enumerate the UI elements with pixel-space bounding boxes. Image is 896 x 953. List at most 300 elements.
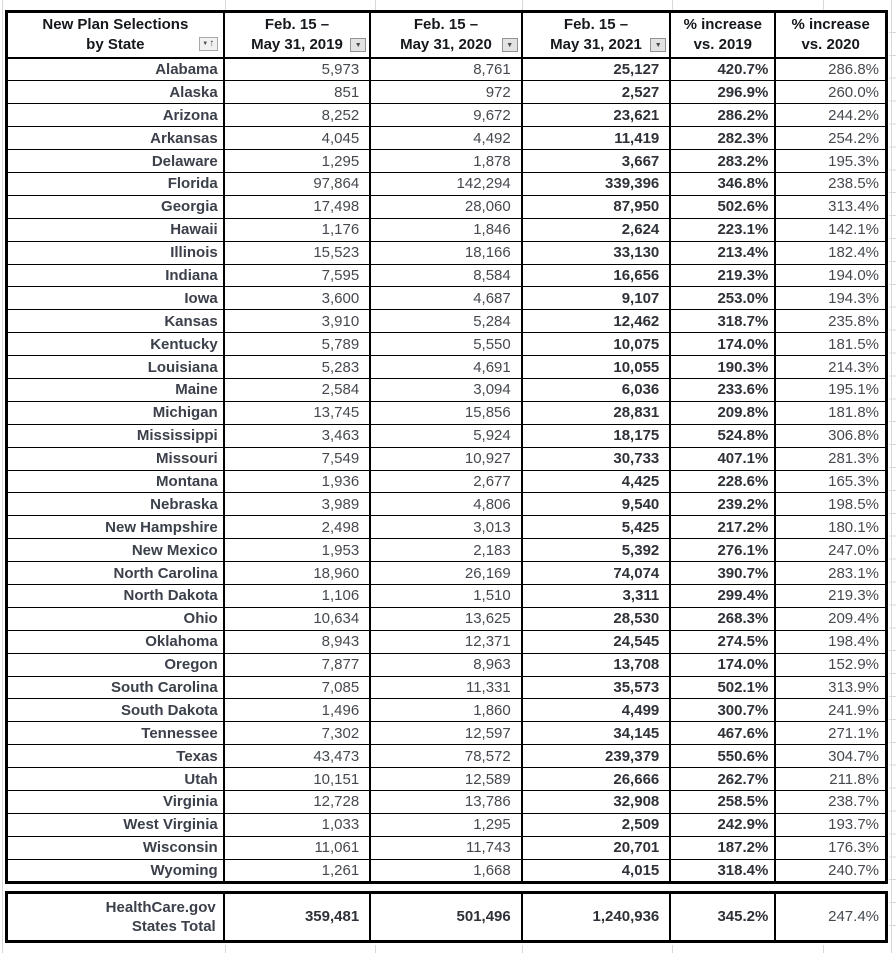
value-2021-cell: 87,950 bbox=[522, 195, 671, 218]
filter-dropdown-icon-2020[interactable] bbox=[502, 38, 518, 52]
pct-vs-2019-cell: 223.1% bbox=[670, 218, 775, 241]
pct-vs-2019-cell: 187.2% bbox=[670, 836, 775, 859]
table-row bbox=[7, 356, 887, 379]
state-name-cell: Arkansas bbox=[7, 127, 224, 150]
value-2021-cell: 18,175 bbox=[522, 424, 671, 447]
value-2020-cell: 1,295 bbox=[370, 813, 522, 836]
value-2020-cell: 28,060 bbox=[370, 195, 522, 218]
value-2020-cell: 5,550 bbox=[370, 333, 522, 356]
sheet-gridline bbox=[672, 0, 673, 10]
table-row bbox=[7, 58, 887, 81]
state-name-cell: Michigan bbox=[7, 401, 224, 424]
value-2021-cell: 9,107 bbox=[522, 287, 671, 310]
table-row bbox=[7, 539, 887, 562]
pct-vs-2019-cell: 283.2% bbox=[670, 150, 775, 173]
column-header-pct-2020 bbox=[775, 12, 886, 59]
filter-down-arrow-icon: ▼ bbox=[202, 41, 209, 47]
state-name-cell: Wyoming bbox=[7, 859, 224, 882]
value-2021-cell: 23,621 bbox=[522, 104, 671, 127]
pct-vs-2019-cell: 174.0% bbox=[670, 653, 775, 676]
pct-vs-2019-cell: 209.8% bbox=[670, 401, 775, 424]
pct-vs-2019-cell: 190.3% bbox=[670, 356, 775, 379]
pct-vs-2019-cell: 213.4% bbox=[670, 241, 775, 264]
value-2020-cell: 2,677 bbox=[370, 470, 522, 493]
pct-vs-2019-cell: 282.3% bbox=[670, 127, 775, 150]
state-name-cell: Georgia bbox=[7, 195, 224, 218]
state-name-cell: Delaware bbox=[7, 150, 224, 173]
pct-vs-2019-cell: 276.1% bbox=[670, 539, 775, 562]
pct-vs-2020-cell: 271.1% bbox=[775, 722, 886, 745]
pct-vs-2019-cell: 407.1% bbox=[670, 447, 775, 470]
value-2019-cell: 7,877 bbox=[224, 653, 370, 676]
state-name-cell: North Carolina bbox=[7, 562, 224, 585]
total-label-line1: HealthCare.gov bbox=[105, 898, 216, 916]
value-2021-cell: 30,733 bbox=[522, 447, 671, 470]
state-name-cell: West Virginia bbox=[7, 813, 224, 836]
value-2020-cell: 5,284 bbox=[370, 310, 522, 333]
header-pct-2020-line2: vs. 2020 bbox=[801, 36, 860, 53]
pct-vs-2020-cell: 152.9% bbox=[775, 653, 886, 676]
table-row bbox=[7, 424, 887, 447]
value-2021-cell: 5,425 bbox=[522, 516, 671, 539]
state-name-cell: Nebraska bbox=[7, 493, 224, 516]
sheet-gridline bbox=[225, 0, 226, 10]
value-2020-cell: 13,786 bbox=[370, 791, 522, 814]
value-2021-cell: 4,425 bbox=[522, 470, 671, 493]
pct-vs-2019-cell: 174.0% bbox=[670, 333, 775, 356]
state-name-cell: Oklahoma bbox=[7, 630, 224, 653]
table-row bbox=[7, 493, 887, 516]
column-header-2020 bbox=[370, 12, 522, 59]
state-name-cell: New Mexico bbox=[7, 539, 224, 562]
table-row bbox=[7, 676, 887, 699]
value-2021-cell: 3,311 bbox=[522, 584, 671, 607]
pct-vs-2019-cell: 239.2% bbox=[670, 493, 775, 516]
table-row bbox=[7, 722, 887, 745]
sheet-gridline-row-ticks bbox=[889, 10, 896, 945]
value-2019-cell: 851 bbox=[224, 81, 370, 104]
value-2021-cell: 25,127 bbox=[522, 58, 671, 81]
value-2021-cell: 3,667 bbox=[522, 150, 671, 173]
header-2020-line1: Feb. 15 – bbox=[413, 16, 479, 33]
pct-vs-2020-cell: 219.3% bbox=[775, 584, 886, 607]
table-row bbox=[7, 470, 887, 493]
value-2021-cell: 32,908 bbox=[522, 791, 671, 814]
state-rows bbox=[7, 58, 887, 882]
total-label-cell bbox=[7, 892, 224, 941]
pct-vs-2020-cell: 198.5% bbox=[775, 493, 886, 516]
value-2019-cell: 8,252 bbox=[224, 104, 370, 127]
pct-vs-2019-cell: 219.3% bbox=[670, 264, 775, 287]
table-row bbox=[7, 310, 887, 333]
sheet-gridline bbox=[2, 0, 3, 953]
value-2019-cell: 4,045 bbox=[224, 127, 370, 150]
pct-vs-2019-cell: 274.5% bbox=[670, 630, 775, 653]
total-label-line2: States Total bbox=[131, 917, 216, 935]
sheet-gridline bbox=[522, 945, 523, 953]
value-2020-cell: 4,691 bbox=[370, 356, 522, 379]
dropdown-arrow-icon: ▼ bbox=[354, 41, 362, 49]
state-name-cell: South Dakota bbox=[7, 699, 224, 722]
table-row bbox=[7, 333, 887, 356]
state-name-cell: New Hampshire bbox=[7, 516, 224, 539]
pct-vs-2020-cell: 254.2% bbox=[775, 127, 886, 150]
sheet-gridline bbox=[823, 0, 824, 10]
value-2019-cell: 12,728 bbox=[224, 791, 370, 814]
value-2020-cell: 12,597 bbox=[370, 722, 522, 745]
state-name-cell: Florida bbox=[7, 172, 224, 195]
header-pct-2019-line1: % increase bbox=[683, 16, 762, 33]
state-name-cell: Utah bbox=[7, 768, 224, 791]
pct-vs-2020-cell: 165.3% bbox=[775, 470, 886, 493]
value-2019-cell: 97,864 bbox=[224, 172, 370, 195]
value-2020-cell: 78,572 bbox=[370, 745, 522, 768]
value-2020-cell: 4,492 bbox=[370, 127, 522, 150]
pct-vs-2020-cell: 313.9% bbox=[775, 676, 886, 699]
value-2019-cell: 3,463 bbox=[224, 424, 370, 447]
table-row bbox=[7, 150, 887, 173]
value-2021-cell: 28,530 bbox=[522, 607, 671, 630]
table-row bbox=[7, 653, 887, 676]
pct-vs-2019-cell: 228.6% bbox=[670, 470, 775, 493]
pct-vs-2020-cell: 313.4% bbox=[775, 195, 886, 218]
value-2021-cell: 34,145 bbox=[522, 722, 671, 745]
state-name-cell: Wisconsin bbox=[7, 836, 224, 859]
table-row bbox=[7, 127, 887, 150]
pct-vs-2020-cell: 211.8% bbox=[775, 768, 886, 791]
pct-vs-2020-cell: 304.7% bbox=[775, 745, 886, 768]
pct-vs-2020-cell: 198.4% bbox=[775, 630, 886, 653]
value-2019-cell: 2,498 bbox=[224, 516, 370, 539]
sheet-gridline bbox=[522, 0, 523, 10]
pct-vs-2020-cell: 180.1% bbox=[775, 516, 886, 539]
header-2019-line1: Feb. 15 – bbox=[264, 16, 330, 33]
pct-vs-2020-cell: 235.8% bbox=[775, 310, 886, 333]
sort-filter-icon[interactable] bbox=[199, 37, 218, 51]
pct-vs-2020-cell: 260.0% bbox=[775, 81, 886, 104]
state-name-cell: Oregon bbox=[7, 653, 224, 676]
pct-vs-2020-cell: 194.0% bbox=[775, 264, 886, 287]
table-row bbox=[7, 218, 887, 241]
value-2020-cell: 13,625 bbox=[370, 607, 522, 630]
table-row bbox=[7, 516, 887, 539]
header-2021-line1: Feb. 15 – bbox=[563, 16, 629, 33]
pct-vs-2019-cell: 286.2% bbox=[670, 104, 775, 127]
table-row bbox=[7, 401, 887, 424]
value-2020-cell: 3,094 bbox=[370, 378, 522, 401]
table-row bbox=[7, 768, 887, 791]
value-2019-cell: 7,085 bbox=[224, 676, 370, 699]
value-2021-cell: 4,015 bbox=[522, 859, 671, 882]
pct-vs-2019-cell: 300.7% bbox=[670, 699, 775, 722]
pct-vs-2020-cell: 241.9% bbox=[775, 699, 886, 722]
header-pct-2020-line1: % increase bbox=[791, 16, 870, 33]
value-2019-cell: 7,302 bbox=[224, 722, 370, 745]
pct-vs-2019-cell: 233.6% bbox=[670, 378, 775, 401]
sheet-gridline bbox=[672, 945, 673, 953]
state-name-cell: Virginia bbox=[7, 791, 224, 814]
value-2020-cell: 2,183 bbox=[370, 539, 522, 562]
value-2021-cell: 20,701 bbox=[522, 836, 671, 859]
value-2021-cell: 10,055 bbox=[522, 356, 671, 379]
value-2019-cell: 1,936 bbox=[224, 470, 370, 493]
state-name-cell: Tennessee bbox=[7, 722, 224, 745]
pct-vs-2020-cell: 176.3% bbox=[775, 836, 886, 859]
header-state-line2: by State bbox=[86, 36, 145, 53]
value-2021-cell: 33,130 bbox=[522, 241, 671, 264]
value-2021-cell: 35,573 bbox=[522, 676, 671, 699]
value-2019-cell: 7,549 bbox=[224, 447, 370, 470]
value-2019-cell: 13,745 bbox=[224, 401, 370, 424]
value-2020-cell: 12,589 bbox=[370, 768, 522, 791]
pct-vs-2019-cell: 550.6% bbox=[670, 745, 775, 768]
total-row bbox=[7, 892, 887, 941]
value-2020-cell: 9,672 bbox=[370, 104, 522, 127]
pct-vs-2020-cell: 281.3% bbox=[775, 447, 886, 470]
value-2021-cell: 11,419 bbox=[522, 127, 671, 150]
value-2020-cell: 11,331 bbox=[370, 676, 522, 699]
pct-vs-2020-cell: 247.0% bbox=[775, 539, 886, 562]
sort-ascending-arrow-icon: ↑ bbox=[209, 38, 215, 49]
table-row bbox=[7, 630, 887, 653]
value-2020-cell: 8,761 bbox=[370, 58, 522, 81]
pct-vs-2020-cell: 182.4% bbox=[775, 241, 886, 264]
table-row bbox=[7, 287, 887, 310]
value-2019-cell: 3,910 bbox=[224, 310, 370, 333]
pct-vs-2019-cell: 299.4% bbox=[670, 584, 775, 607]
state-name-cell: Mississippi bbox=[7, 424, 224, 447]
pct-vs-2019-cell: 318.4% bbox=[670, 859, 775, 882]
state-name-cell: Alaska bbox=[7, 81, 224, 104]
pct-vs-2020-cell: 209.4% bbox=[775, 607, 886, 630]
table-row bbox=[7, 172, 887, 195]
table-row bbox=[7, 378, 887, 401]
state-name-cell: Maine bbox=[7, 378, 224, 401]
value-2019-cell: 43,473 bbox=[224, 745, 370, 768]
value-2019-cell: 17,498 bbox=[224, 195, 370, 218]
value-2020-cell: 3,013 bbox=[370, 516, 522, 539]
header-row bbox=[7, 12, 887, 59]
column-header-2019 bbox=[224, 12, 370, 59]
sheet-gridline bbox=[225, 945, 226, 953]
value-2019-cell: 2,584 bbox=[224, 378, 370, 401]
value-2020-cell: 4,806 bbox=[370, 493, 522, 516]
pct-vs-2020-cell: 142.1% bbox=[775, 218, 886, 241]
total-2021-cell: 1,240,936 bbox=[522, 892, 671, 941]
value-2019-cell: 15,523 bbox=[224, 241, 370, 264]
table-row bbox=[7, 584, 887, 607]
value-2020-cell: 1,860 bbox=[370, 699, 522, 722]
pct-vs-2020-cell: 306.8% bbox=[775, 424, 886, 447]
pct-vs-2019-cell: 268.3% bbox=[670, 607, 775, 630]
pct-vs-2019-cell: 524.8% bbox=[670, 424, 775, 447]
value-2020-cell: 1,510 bbox=[370, 584, 522, 607]
value-2019-cell: 1,106 bbox=[224, 584, 370, 607]
table-row bbox=[7, 607, 887, 630]
pct-vs-2020-cell: 238.7% bbox=[775, 791, 886, 814]
totals-table bbox=[5, 891, 888, 943]
pct-vs-2020-cell: 240.7% bbox=[775, 859, 886, 882]
state-name-cell: Indiana bbox=[7, 264, 224, 287]
state-name-cell: Louisiana bbox=[7, 356, 224, 379]
value-2021-cell: 2,527 bbox=[522, 81, 671, 104]
value-2020-cell: 142,294 bbox=[370, 172, 522, 195]
state-name-cell: North Dakota bbox=[7, 584, 224, 607]
table-row bbox=[7, 859, 887, 882]
value-2021-cell: 24,545 bbox=[522, 630, 671, 653]
header-state-line1: New Plan Selections bbox=[42, 16, 189, 33]
state-name-cell: Hawaii bbox=[7, 218, 224, 241]
table-row bbox=[7, 813, 887, 836]
state-name-cell: Ohio bbox=[7, 607, 224, 630]
value-2019-cell: 10,151 bbox=[224, 768, 370, 791]
sheet-gridline bbox=[375, 945, 376, 953]
value-2021-cell: 10,075 bbox=[522, 333, 671, 356]
table-row bbox=[7, 447, 887, 470]
pct-vs-2019-cell: 502.6% bbox=[670, 195, 775, 218]
value-2019-cell: 1,176 bbox=[224, 218, 370, 241]
plan-selections-table-wrap bbox=[5, 10, 888, 943]
value-2020-cell: 1,878 bbox=[370, 150, 522, 173]
state-name-cell: Illinois bbox=[7, 241, 224, 264]
value-2019-cell: 3,600 bbox=[224, 287, 370, 310]
value-2019-cell: 1,261 bbox=[224, 859, 370, 882]
pct-vs-2020-cell: 283.1% bbox=[775, 562, 886, 585]
value-2019-cell: 1,033 bbox=[224, 813, 370, 836]
value-2019-cell: 7,595 bbox=[224, 264, 370, 287]
value-2019-cell: 1,953 bbox=[224, 539, 370, 562]
pct-vs-2019-cell: 253.0% bbox=[670, 287, 775, 310]
value-2020-cell: 26,169 bbox=[370, 562, 522, 585]
table-row bbox=[7, 745, 887, 768]
table-row bbox=[7, 241, 887, 264]
value-2021-cell: 26,666 bbox=[522, 768, 671, 791]
pct-vs-2020-cell: 181.8% bbox=[775, 401, 886, 424]
pct-vs-2019-cell: 346.8% bbox=[670, 172, 775, 195]
value-2020-cell: 10,927 bbox=[370, 447, 522, 470]
value-2020-cell: 1,668 bbox=[370, 859, 522, 882]
value-2021-cell: 12,462 bbox=[522, 310, 671, 333]
value-2020-cell: 12,371 bbox=[370, 630, 522, 653]
value-2021-cell: 239,379 bbox=[522, 745, 671, 768]
value-2021-cell: 5,392 bbox=[522, 539, 671, 562]
dropdown-arrow-icon: ▼ bbox=[506, 41, 514, 49]
pct-vs-2019-cell: 217.2% bbox=[670, 516, 775, 539]
state-name-cell: Arizona bbox=[7, 104, 224, 127]
value-2021-cell: 9,540 bbox=[522, 493, 671, 516]
value-2021-cell: 6,036 bbox=[522, 378, 671, 401]
table-row bbox=[7, 264, 887, 287]
pct-vs-2019-cell: 390.7% bbox=[670, 562, 775, 585]
value-2021-cell: 28,831 bbox=[522, 401, 671, 424]
state-name-cell: Texas bbox=[7, 745, 224, 768]
pct-vs-2020-cell: 181.5% bbox=[775, 333, 886, 356]
value-2019-cell: 3,989 bbox=[224, 493, 370, 516]
column-header-2021 bbox=[522, 12, 671, 59]
pct-vs-2019-cell: 296.9% bbox=[670, 81, 775, 104]
state-name-cell: Kentucky bbox=[7, 333, 224, 356]
state-name-cell: Kansas bbox=[7, 310, 224, 333]
header-2021-line2: May 31, 2021 bbox=[550, 36, 642, 53]
state-name-cell: Iowa bbox=[7, 287, 224, 310]
value-2020-cell: 972 bbox=[370, 81, 522, 104]
value-2019-cell: 1,295 bbox=[224, 150, 370, 173]
table-gap bbox=[5, 884, 888, 891]
value-2019-cell: 18,960 bbox=[224, 562, 370, 585]
value-2019-cell: 10,634 bbox=[224, 607, 370, 630]
dropdown-arrow-icon: ▼ bbox=[654, 41, 662, 49]
total-2019-cell: 359,481 bbox=[224, 892, 370, 941]
value-2020-cell: 8,963 bbox=[370, 653, 522, 676]
state-name-cell: Missouri bbox=[7, 447, 224, 470]
value-2021-cell: 74,074 bbox=[522, 562, 671, 585]
value-2021-cell: 4,499 bbox=[522, 699, 671, 722]
pct-vs-2020-cell: 214.3% bbox=[775, 356, 886, 379]
sheet-gridline bbox=[375, 0, 376, 10]
value-2021-cell: 2,509 bbox=[522, 813, 671, 836]
pct-vs-2020-cell: 194.3% bbox=[775, 287, 886, 310]
filter-dropdown-icon-2021[interactable] bbox=[650, 38, 666, 52]
state-name-cell: South Carolina bbox=[7, 676, 224, 699]
column-header-pct-2019 bbox=[670, 12, 775, 59]
table-row bbox=[7, 791, 887, 814]
value-2021-cell: 2,624 bbox=[522, 218, 671, 241]
pct-vs-2020-cell: 193.7% bbox=[775, 813, 886, 836]
value-2020-cell: 18,166 bbox=[370, 241, 522, 264]
filter-dropdown-icon-2019[interactable] bbox=[350, 38, 366, 52]
value-2019-cell: 5,973 bbox=[224, 58, 370, 81]
value-2021-cell: 16,656 bbox=[522, 264, 671, 287]
table-row bbox=[7, 195, 887, 218]
table-row bbox=[7, 836, 887, 859]
table-row bbox=[7, 81, 887, 104]
pct-vs-2019-cell: 467.6% bbox=[670, 722, 775, 745]
pct-vs-2019-cell: 318.7% bbox=[670, 310, 775, 333]
total-pct-2020-cell: 247.4% bbox=[775, 892, 886, 941]
value-2020-cell: 11,743 bbox=[370, 836, 522, 859]
value-2020-cell: 4,687 bbox=[370, 287, 522, 310]
pct-vs-2019-cell: 258.5% bbox=[670, 791, 775, 814]
pct-vs-2020-cell: 244.2% bbox=[775, 104, 886, 127]
sheet-gridline bbox=[823, 945, 824, 953]
value-2020-cell: 15,856 bbox=[370, 401, 522, 424]
value-2019-cell: 8,943 bbox=[224, 630, 370, 653]
column-header-state bbox=[7, 12, 224, 59]
value-2019-cell: 1,496 bbox=[224, 699, 370, 722]
pct-vs-2019-cell: 262.7% bbox=[670, 768, 775, 791]
value-2019-cell: 11,061 bbox=[224, 836, 370, 859]
state-name-cell: Montana bbox=[7, 470, 224, 493]
pct-vs-2020-cell: 286.8% bbox=[775, 58, 886, 81]
value-2020-cell: 1,846 bbox=[370, 218, 522, 241]
pct-vs-2019-cell: 242.9% bbox=[670, 813, 775, 836]
pct-vs-2019-cell: 420.7% bbox=[670, 58, 775, 81]
value-2021-cell: 13,708 bbox=[522, 653, 671, 676]
table-row bbox=[7, 104, 887, 127]
pct-vs-2020-cell: 195.3% bbox=[775, 150, 886, 173]
value-2021-cell: 339,396 bbox=[522, 172, 671, 195]
state-name-cell: Alabama bbox=[155, 61, 218, 79]
header-2020-line2: May 31, 2020 bbox=[400, 36, 492, 53]
pct-vs-2020-cell: 195.1% bbox=[775, 378, 886, 401]
total-pct-2019-cell: 345.2% bbox=[670, 892, 775, 941]
pct-vs-2019-cell: 502.1% bbox=[670, 676, 775, 699]
header-pct-2019-line2: vs. 2019 bbox=[693, 36, 752, 53]
table-row bbox=[7, 699, 887, 722]
value-2019-cell: 5,789 bbox=[224, 333, 370, 356]
value-2020-cell: 5,924 bbox=[370, 424, 522, 447]
pct-vs-2020-cell: 238.5% bbox=[775, 172, 886, 195]
